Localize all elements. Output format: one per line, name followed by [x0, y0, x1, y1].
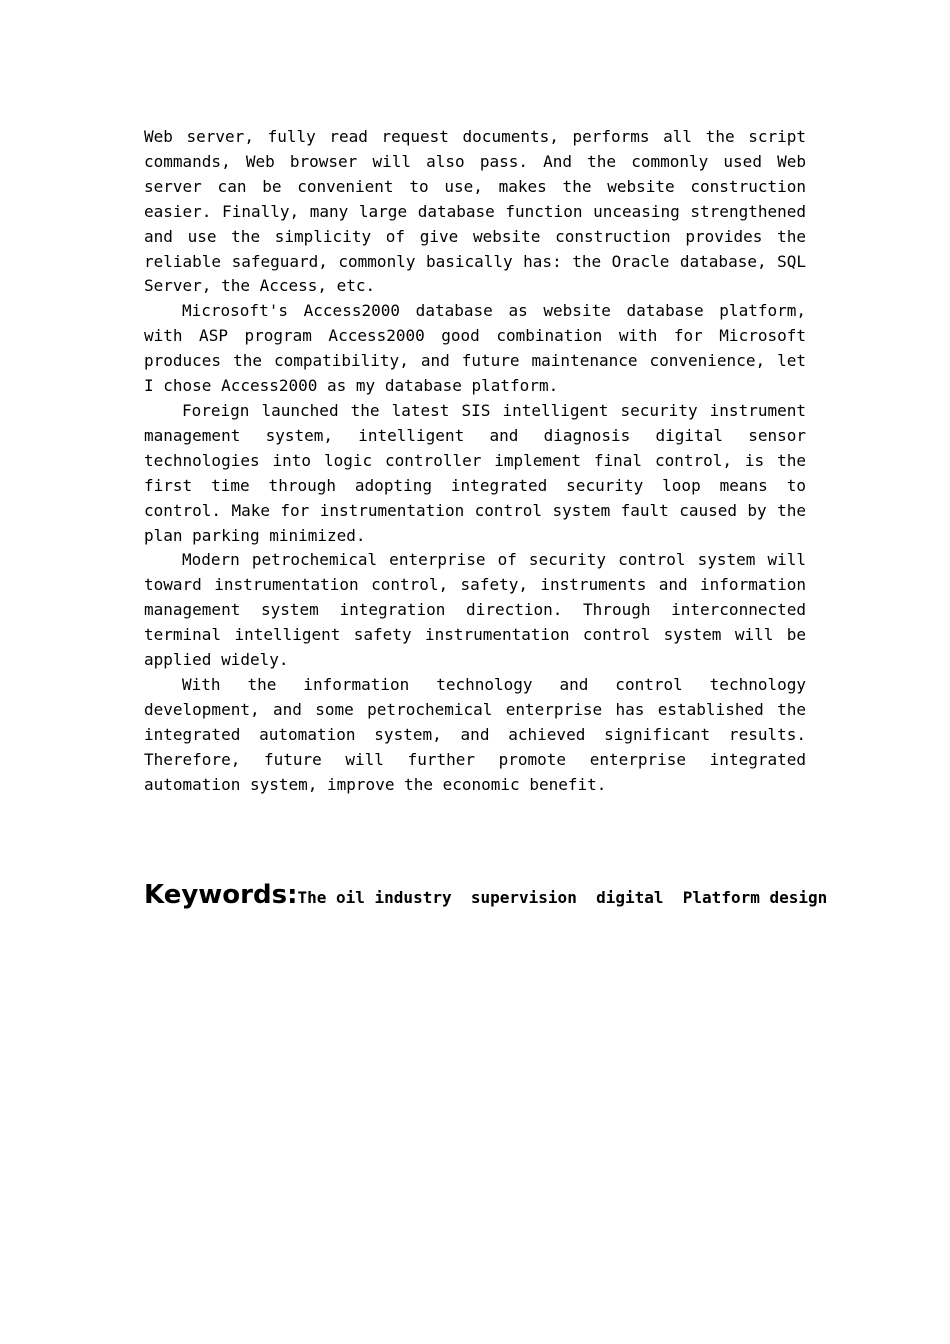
paragraph-1: Web server, fully read request documents, performs all the script commands, Web browser will also pass. And the commonly used Web server can be convenient to use, makes the website construction easier. Finally, many large database function unceasing strengthened and use the simplicity of give website construction provides the reliable safeguard, commonly basically has: the Oracle database, SQL Server, the Access, etc. [144, 127, 806, 296]
keywords-values: The oil industry supervision digital Platform design [297, 888, 828, 907]
paragraph-5: With the information technology and control technology development, and some petrochemical enterprise has established the integrated automation system, and achieved significant results. Therefore, future will further promote enterprise integrated automation system, improve the economic benefit. [144, 674, 806, 794]
keywords-line [144, 880, 828, 910]
paragraph-3: Foreign launched the latest SIS intelligent security instrument management system, intelligent and diagnosis digital sensor technologies into logic controller implement final control, is the first time through adopting integrated security loop means to control. Make for instrumentation control system fault caused by the plan parking minimized. [144, 400, 806, 545]
paragraph-2: Microsoft's Access2000 database as website database platform, with ASP program Access2000 good combination with for Microsoft produces the compatibility, and future maintenance convenience, let I chose Access2000 as my database platform. [144, 301, 806, 396]
abstract-body [144, 125, 806, 797]
keywords-label: Keywords: [144, 880, 298, 910]
paragraph-4: Modern petrochemical enterprise of security control system will toward instrumentation control, safety, instruments and information management system integration direction. Through interconnected terminal intelligent safety instrumentation control system will be applied widely. [144, 550, 806, 670]
